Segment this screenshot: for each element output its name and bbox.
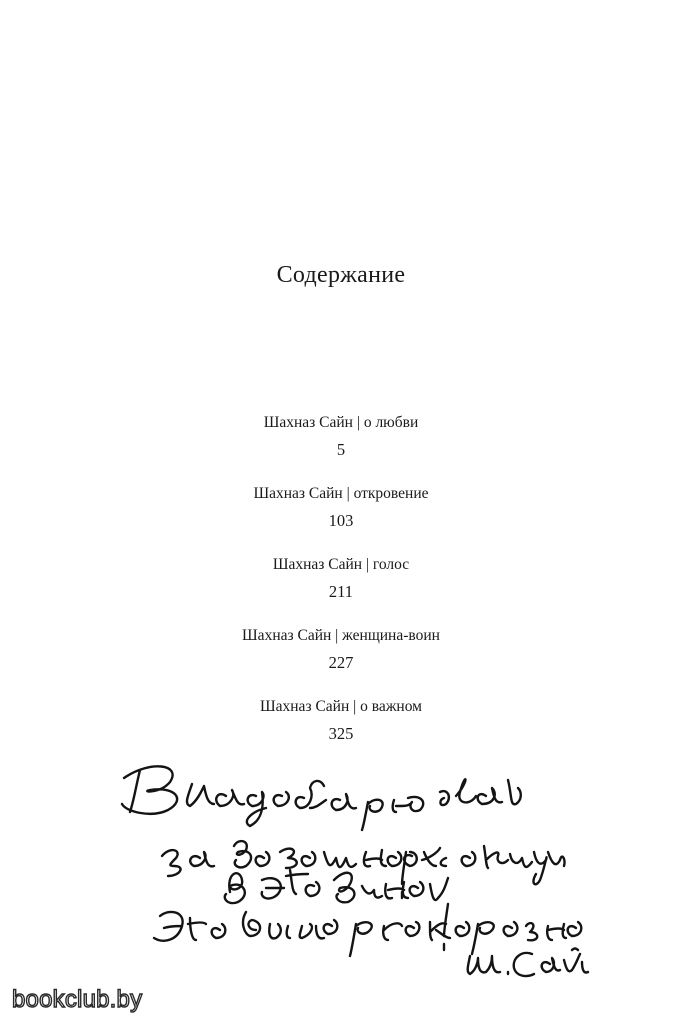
inscription-line-4 [154, 904, 581, 956]
inscription-line-1 [122, 766, 423, 830]
toc-entry-title: Шахназ Сайн | голос [272, 556, 410, 573]
toc-entry-page: 325 [328, 724, 354, 743]
toc-entry-title: Шахназ Сайн | откровение [253, 485, 429, 502]
watermark: bookclub.by [12, 986, 143, 1013]
toc-entry-title: Шахназ Сайн | женщина-воин [242, 627, 440, 644]
toc-entry-page: 5 [336, 440, 346, 459]
toc-entry-page: 103 [328, 511, 354, 530]
inscription-line-1b [440, 779, 521, 805]
toc-entry-title: Шахназ Сайн | о важном [260, 698, 422, 715]
page-title: Содержание [276, 262, 406, 288]
signature [468, 949, 588, 977]
inscription-line-2 [162, 841, 565, 884]
toc-entry-page: 211 [328, 582, 354, 601]
toc-entry-title: Шахназ Сайн | о любви [263, 414, 419, 431]
toc-entry-page: 227 [328, 653, 354, 672]
